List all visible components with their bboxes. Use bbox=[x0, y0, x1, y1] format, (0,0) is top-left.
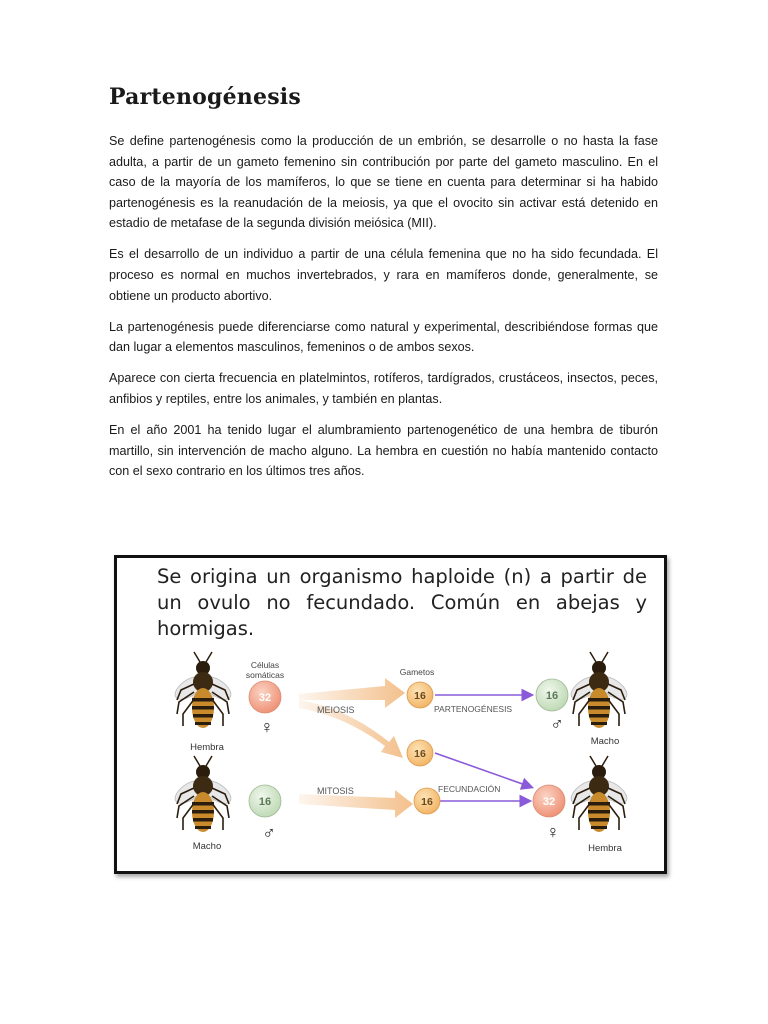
paragraph-types: La partenogénesis puede diferenciarse como natural y experimental, describiéndose formas que dan lugar a elementos masculinos, femeninos o de ambos sexos. bbox=[109, 319, 658, 355]
value-male-somatic: 16 bbox=[258, 796, 272, 808]
label-hembra-right: Hembra bbox=[588, 843, 622, 854]
male-symbol-result-icon: ♂ bbox=[550, 714, 564, 734]
value-female-somatic: 32 bbox=[258, 692, 272, 704]
label-partenogenesis: PARTENOGÉNESIS bbox=[434, 704, 513, 714]
female-symbol-icon: ♀ bbox=[260, 717, 274, 737]
label-macho-left: Macho bbox=[192, 841, 222, 852]
parthenogenesis-diagram bbox=[114, 555, 667, 874]
female-bee-left bbox=[171, 652, 234, 728]
label-somaticas: somáticas bbox=[245, 670, 285, 680]
label-gametos: Gametos bbox=[399, 667, 435, 677]
label-hembra-left: Hembra bbox=[190, 742, 224, 753]
label-macho-right: Macho bbox=[590, 736, 620, 747]
paragraph-development: Es el desarrollo de un individuo a partir de una célula femenina que no ha sido fecundada. El proceso es normal en muchos invertebrados, y rara en mamíferos donde, generalmente, se obtiene un producto abortivo. bbox=[109, 247, 658, 303]
label-meiosis: MEIOSIS bbox=[317, 705, 355, 715]
label-mitosis: MITOSIS bbox=[317, 786, 354, 796]
male-bee-right bbox=[567, 652, 630, 728]
figure-title: Se origina un organismo haploide (n) a partir de un ovulo no fecundado. Común en abejas y hormigas. bbox=[157, 565, 647, 640]
diagram-canvas bbox=[117, 558, 664, 871]
body-text bbox=[109, 131, 658, 492]
label-celulas: Células bbox=[250, 660, 280, 670]
female-bee-right bbox=[567, 756, 630, 832]
paragraph-shark: En el año 2001 ha tenido lugar el alumbramiento partenogenético de una hembra de tiburón martillo, sin intervención de macho alguno. La hembra en cuestión no había mantenido contacto con el sexo contrario en los últimos tres años. bbox=[109, 423, 658, 479]
fecundacion-arrow-from-female bbox=[435, 753, 531, 787]
value-gamete-mitosis: 16 bbox=[421, 796, 433, 808]
female-symbol-result-icon: ♀ bbox=[546, 822, 560, 842]
page-title: Partenogénesis bbox=[109, 84, 301, 110]
value-result-macho: 16 bbox=[545, 690, 559, 702]
paragraph-definition: Se define partenogénesis como la producción de un embrión, se desarrolle o no hasta la fase adulta, a partir de un gameto femenino sin contribución por parte del gameto masculino. En el caso de la mayoría de los mamíferos, lo que se tiene en cuenta para determinar si ha habido partenogénesis es la reanudación de la meiosis, ya que el ovocito sin activar está detenido en estadio de metafase de la segunda división meiósica (MII). bbox=[109, 134, 658, 231]
paragraph-occurrence: Aparece con cierta frecuencia en platelmintos, rotíferos, tardígrados, crustáceos, insectos, peces, anfibios y reptiles, entre los animales, y también en plantas. bbox=[109, 371, 658, 407]
value-gamete-meiosis-top: 16 bbox=[414, 690, 426, 702]
value-result-hembra: 32 bbox=[542, 796, 556, 808]
male-symbol-icon: ♂ bbox=[262, 823, 276, 843]
label-fecundacion: FECUNDACIÓN bbox=[438, 784, 501, 794]
value-gamete-meiosis-bottom: 16 bbox=[414, 748, 426, 760]
male-bee-left bbox=[171, 756, 234, 832]
